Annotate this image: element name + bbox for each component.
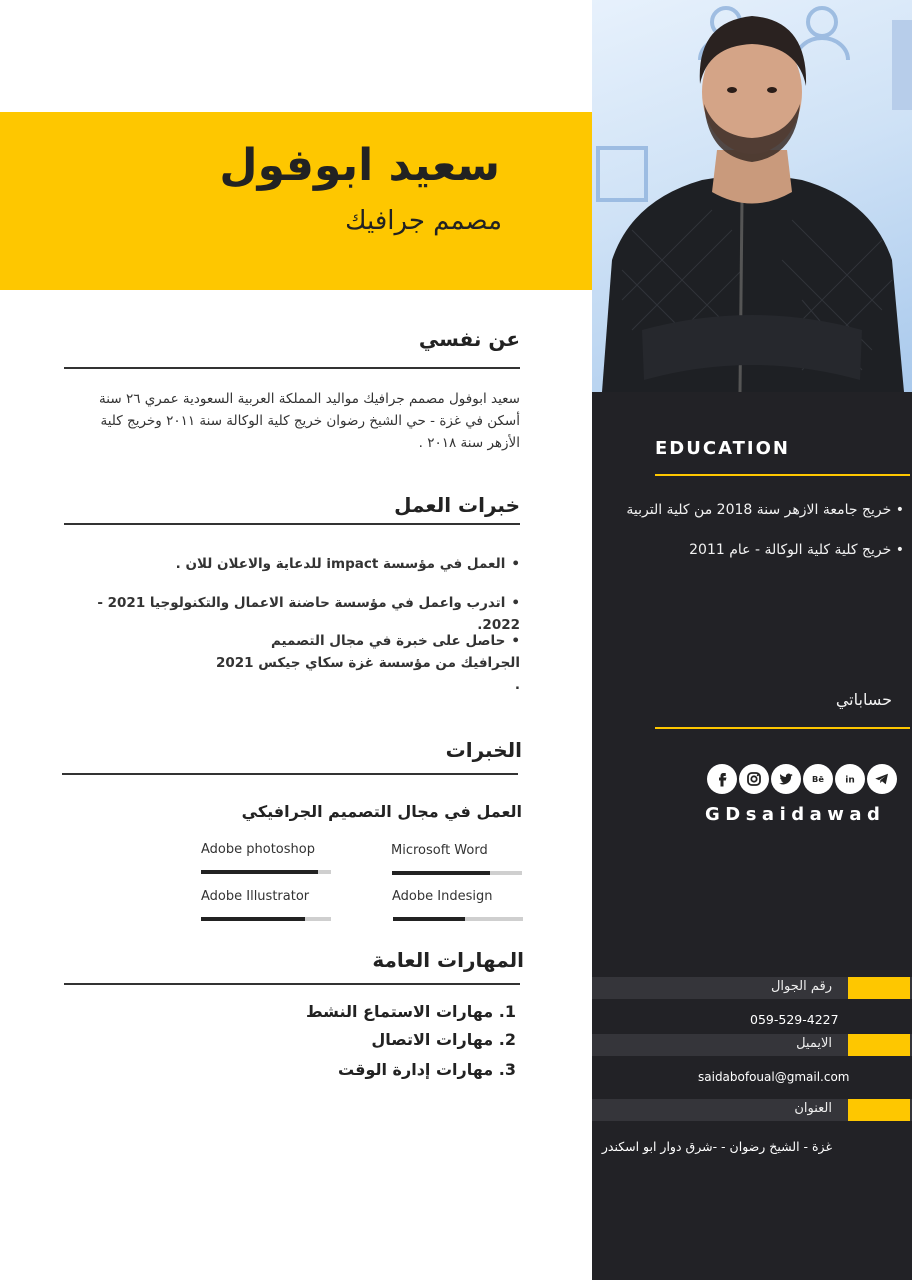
address-accent <box>848 1099 910 1121</box>
svg-text:Bē: Bē <box>812 774 824 784</box>
about-divider <box>64 367 520 369</box>
email-accent <box>848 1034 910 1056</box>
general-skill-item: 3. مهارات إدارة الوقت <box>338 1060 516 1079</box>
instagram-icon[interactable] <box>739 764 769 794</box>
address-text: غزة - الشيخ رضوان - -شرق دوار ابو اسكندر <box>601 1139 832 1154</box>
telegram-icon[interactable] <box>867 764 897 794</box>
skill-label: Adobe Indesign <box>392 889 493 904</box>
general-skill-item: 2. مهارات الاتصال <box>371 1030 516 1049</box>
skill-bar <box>201 917 331 921</box>
skill-bar <box>393 917 523 921</box>
email-address: saidabofoual@gmail.com <box>698 1070 850 1084</box>
about-title: عن نفسي <box>418 327 520 351</box>
experience-subtitle: العمل في مجال التصميم الجرافيكي <box>241 802 522 821</box>
skill-bar <box>201 870 331 874</box>
general-skills-divider <box>64 983 520 985</box>
education-item: • خريج كلية كلية الوكالة - عام 2011 <box>689 542 904 558</box>
skill-bar <box>392 871 522 875</box>
phone-number: 059-529-4227 <box>750 1012 839 1027</box>
job-title: مصمم جرافيك <box>345 206 502 236</box>
person-name: سعيد ابوفول <box>219 140 500 191</box>
svg-text:in: in <box>845 775 855 786</box>
experience-divider <box>62 773 518 775</box>
accounts-divider <box>655 727 910 729</box>
accounts-title: حساباتي <box>835 690 892 709</box>
behance-icon[interactable] <box>803 764 833 794</box>
work-item: • العمل في مؤسسة impact للدعاية والاعلان للان . <box>80 553 520 575</box>
header-band <box>0 112 592 290</box>
linkedin-icon[interactable] <box>835 764 865 794</box>
email-label: الايميل <box>796 1036 832 1051</box>
education-divider <box>655 474 910 476</box>
education-title: EDUCATION <box>655 438 790 459</box>
education-item: • خريج جامعة الازهر سنة 2018 من كلية التربية <box>626 502 904 518</box>
phone-accent <box>848 977 910 999</box>
skill-label: Microsoft Word <box>391 843 488 858</box>
profile-photo <box>592 0 912 392</box>
facebook-icon[interactable] <box>707 764 737 794</box>
social-handle: GDsaidawad <box>705 804 886 825</box>
work-item: • اتدرب واعمل في مؤسسة حاضنة الاعمال والتكنولوجيا 2021 - 2022. <box>80 592 520 636</box>
address-label: العنوان <box>794 1101 832 1116</box>
phone-label: رقم الجوال <box>770 979 832 994</box>
skill-label: Adobe Illustrator <box>201 889 310 904</box>
general-skill-item: 1. مهارات الاستماع النشط <box>306 1002 516 1021</box>
work-divider <box>64 523 520 525</box>
social-icons <box>707 764 897 794</box>
work-item: • حاصل على خبرة في مجال التصميم الجرافيك من مؤسسة غزة سكاي جيكس 2021 . <box>210 630 520 696</box>
twitter-icon[interactable] <box>771 764 801 794</box>
about-text: سعيد ابوفول مصمم جرافيك مواليد المملكة العربية السعودية عمري ٢٦ سنة أسكن في غزة - حي الشيخ رضوان خريج كلية الوكالة سنة ٢٠١١ وخريج كلية الأزهر سنة ٢٠١٨ . <box>99 391 520 451</box>
general-skills-title: المهارات العامة <box>372 948 524 972</box>
experience-title: الخبرات <box>445 738 522 762</box>
skill-label: Adobe photoshop <box>201 842 315 857</box>
work-title: خبرات العمل <box>394 493 520 517</box>
